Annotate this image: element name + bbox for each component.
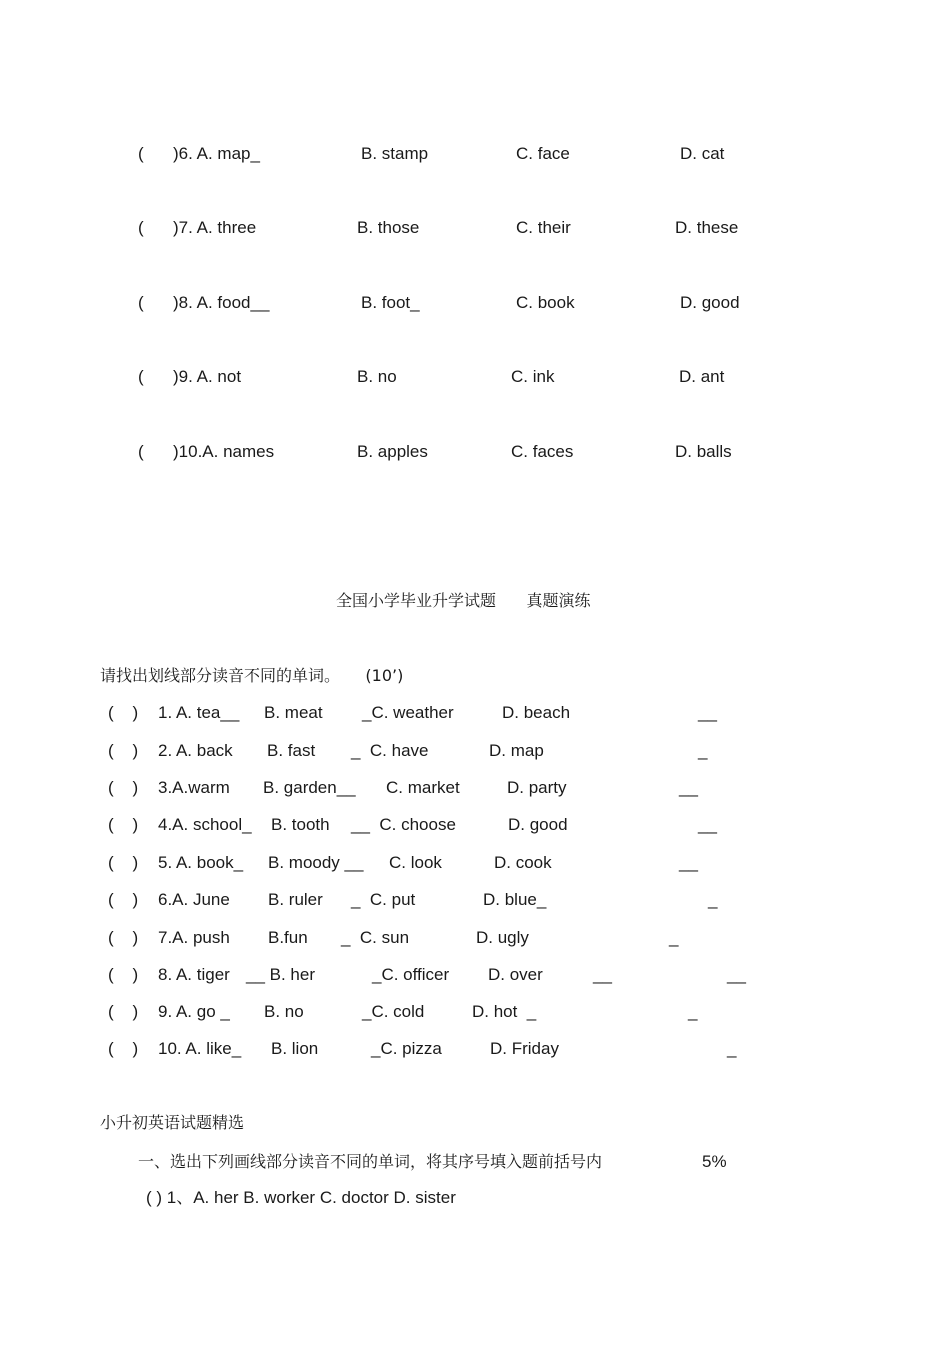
option-b: B. stamp	[361, 144, 429, 163]
blank: __	[679, 778, 698, 797]
question-1: ( ) 1、A. her B. worker C. doctor D. sister	[146, 1188, 456, 1207]
answer-paren: ( )	[108, 815, 139, 834]
answer-paren: (	[138, 442, 144, 461]
option-c: __ C. choose	[351, 815, 456, 834]
option-a: 3.A.warm	[158, 778, 230, 797]
option-b: B. tooth	[271, 815, 330, 834]
option-a: 6.A. June	[158, 890, 230, 909]
option-b: B. those	[357, 218, 420, 237]
option-b: __ B. her	[246, 965, 315, 984]
answer-paren: ( )	[108, 778, 139, 797]
section-title: 小升初英语试题精选	[100, 1113, 245, 1132]
option-a: )8. A. food__	[173, 293, 270, 312]
blank: __	[727, 965, 746, 984]
option-a: 10. A. like_	[158, 1039, 242, 1058]
section-title: 全国小学毕业升学试题 真题演练	[336, 591, 591, 610]
option-d: D. hot _	[472, 1002, 537, 1021]
blank: __	[679, 853, 698, 872]
option-c: C. book	[516, 293, 575, 312]
option-d: D. over	[488, 965, 543, 984]
option-b: B. fast	[267, 741, 316, 760]
blank: _	[727, 1039, 737, 1058]
option-c: _ C. put	[351, 890, 416, 909]
option-a: )10.A. names	[173, 442, 275, 461]
answer-paren: ( )	[108, 890, 139, 909]
blank: _	[688, 1002, 698, 1021]
option-d: D. good	[680, 293, 740, 312]
answer-paren: ( )	[108, 965, 139, 984]
option-a: 1. A. tea__	[158, 703, 240, 722]
instruction: 请找出划线部分读音不同的单词。 (10’)	[100, 666, 404, 685]
option-c: C. faces	[511, 442, 574, 461]
option-d: D. beach	[502, 703, 571, 722]
option-d: D. these	[675, 218, 739, 237]
answer-paren: (	[138, 218, 144, 237]
blank: __	[593, 965, 612, 984]
option-c: _C. weather	[362, 703, 454, 722]
option-b: B. foot_	[361, 293, 420, 312]
answer-paren: (	[138, 367, 144, 386]
option-d: D. cat	[680, 144, 725, 163]
answer-paren: ( )	[108, 928, 139, 947]
answer-paren: ( )	[108, 1039, 139, 1058]
option-c: _C. pizza	[371, 1039, 442, 1058]
option-a: )6. A. map_	[173, 144, 260, 163]
option-b: B. no	[357, 367, 397, 386]
option-d: D. good	[508, 815, 568, 834]
blank: _	[708, 890, 718, 909]
option-a: )9. A. not	[173, 367, 242, 386]
option-d: D. party	[507, 778, 567, 797]
option-a: 8. A. tiger	[158, 965, 230, 984]
option-a: )7. A. three	[173, 218, 257, 237]
option-d: D. blue_	[483, 890, 547, 909]
option-c: C. their	[516, 218, 571, 237]
blank: __	[698, 815, 717, 834]
option-d: D. ugly	[476, 928, 529, 947]
answer-paren: ( )	[108, 853, 139, 872]
option-d: D. Friday	[490, 1039, 559, 1058]
blank: _	[669, 928, 679, 947]
answer-paren: ( )	[108, 703, 139, 722]
option-c: _C. cold	[362, 1002, 425, 1021]
option-c: C. face	[516, 144, 570, 163]
option-d: D. balls	[675, 442, 732, 461]
option-b: B. lion	[271, 1039, 319, 1058]
option-b: B. ruler	[268, 890, 323, 909]
option-a: 9. A. go _	[158, 1002, 230, 1021]
option-b: B.fun	[268, 928, 308, 947]
option-d: D. ant	[679, 367, 725, 386]
option-d: D. map	[489, 741, 544, 760]
option-b: B. moody __	[268, 853, 364, 872]
answer-paren: ( )	[108, 1002, 139, 1021]
answer-paren: ( )	[108, 741, 139, 760]
score-percent: 5%	[702, 1152, 727, 1171]
answer-paren: (	[138, 293, 144, 312]
option-c: C. market	[386, 778, 460, 797]
option-d: D. cook	[494, 853, 552, 872]
option-c: _ C. have	[351, 741, 429, 760]
option-c: _ C. sun	[341, 928, 410, 947]
option-b: B. garden__	[263, 778, 356, 797]
instruction: 一、选出下列画线部分读音不同的单词，将其序号填入题前括号内	[138, 1152, 603, 1171]
blank: _	[698, 741, 708, 760]
answer-paren: (	[138, 144, 144, 163]
option-c: C. ink	[511, 367, 555, 386]
option-a: 7.A. push	[158, 928, 230, 947]
option-c: _C. officer	[372, 965, 450, 984]
option-a: 5. A. book_	[158, 853, 244, 872]
option-b: B. meat	[264, 703, 323, 722]
option-a: 2. A. back	[158, 741, 233, 760]
option-b: B. apples	[357, 442, 428, 461]
option-a: 4.A. school_	[158, 815, 252, 834]
option-b: B. no	[264, 1002, 304, 1021]
blank: __	[698, 703, 717, 722]
option-c: C. look	[389, 853, 442, 872]
